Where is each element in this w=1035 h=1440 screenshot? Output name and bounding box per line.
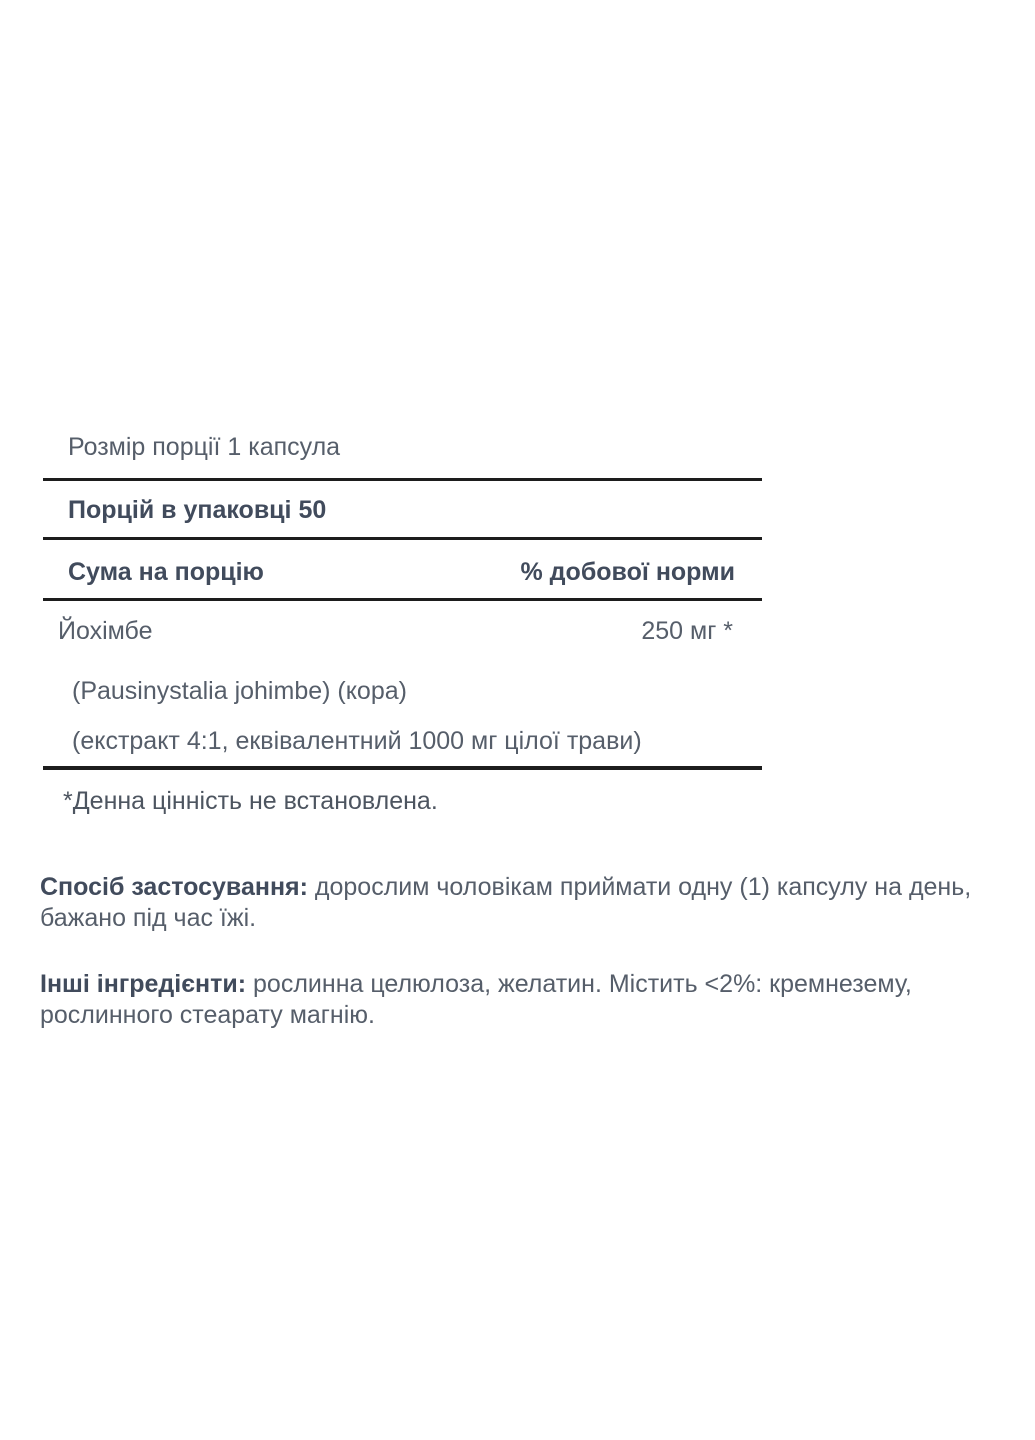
daily-value-header: % добової норми [520,558,735,586]
ingredient-row [43,601,762,646]
daily-value-footnote: *Денна цінність не встановлена. [63,787,438,815]
supplement-facts-table [43,433,762,816]
table-header-row [43,540,762,598]
other-ingredients-title: Інші інгредієнти: [40,970,247,998]
servings-per-container-row: Порцій в упаковці 50 [68,496,327,524]
ingredient-amount: 250 мг * [641,617,733,645]
directions-title: Спосіб застосування: [40,873,308,901]
other-ingredients-paragraph [40,969,1008,1031]
ingredient-extract-detail: (екстракт 4:1, еквівалентний 1000 мг цілої трави) [72,727,642,755]
directions-paragraph [40,872,1008,934]
directions-text: дорослим чоловікам приймати одну (1) капсулу на день, бажано під час їжі. [40,873,972,932]
amount-per-serving-header: Сума на порцію [68,558,264,586]
serving-size-row: Розмір порції 1 капсула [68,433,341,461]
ingredient-source-detail: (Pausinystalia johimbe) (кора) [72,677,407,705]
ingredient-name: Йохімбе [58,617,153,645]
other-ingredients-text: рослинна целюлоза, желатин. Містить <2%: кремнезему, рослинного стеарату магнію. [40,970,912,1029]
